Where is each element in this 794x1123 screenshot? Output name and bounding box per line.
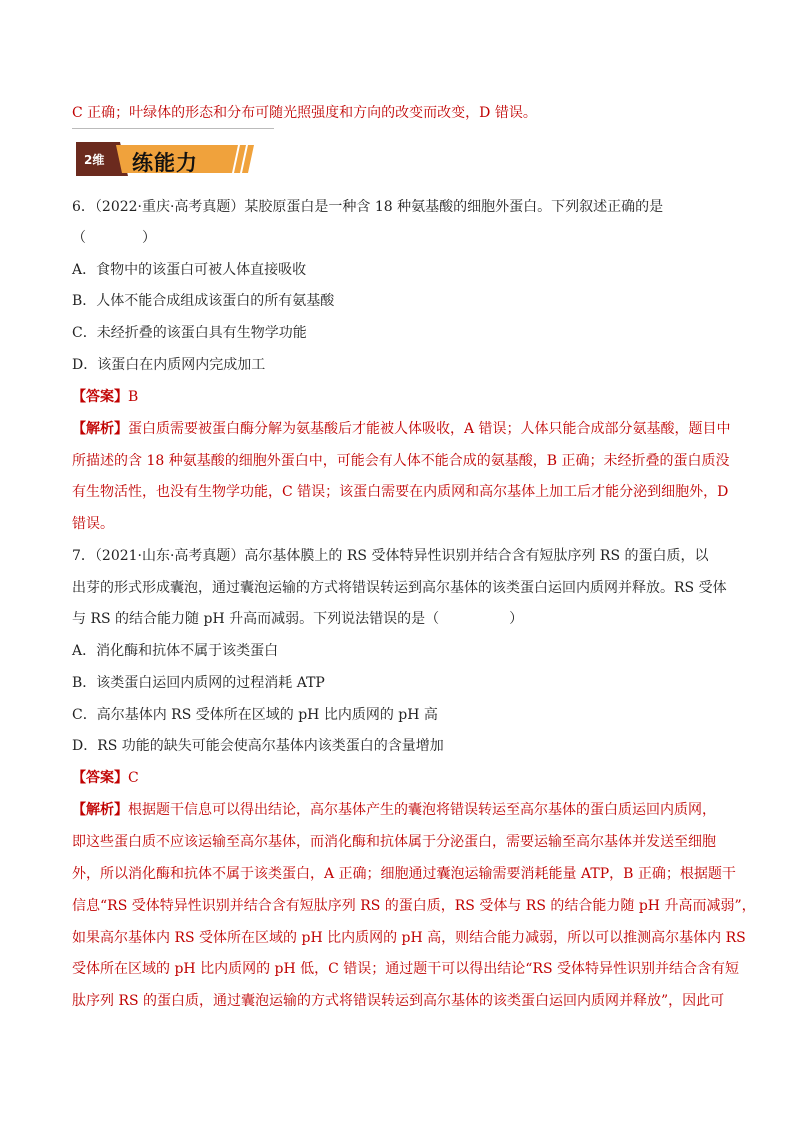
q7-option-d: D．RS 功能的缺失可能会使高尔基体内该类蛋白的含量增加: [72, 738, 444, 754]
q6-answer-value: B: [128, 389, 139, 405]
q7-answer-label: 【答案】: [72, 770, 128, 786]
q7-analysis-text1: 根据题干信息可以得出结论，高尔基体产生的囊泡将错误转运至高尔基体的蛋白质运回内质网，: [128, 802, 716, 818]
q6-option-d: D．该蛋白在内质网内完成加工: [72, 357, 266, 373]
q6-option-a: A．食物中的该蛋白可被人体直接吸收: [72, 262, 307, 278]
q6-stem-line1: 6．（2022·重庆·高考真题）某胶原蛋白是一种含 18 种氨基酸的细胞外蛋白。下列叙述正确的是: [72, 199, 664, 215]
q6-stem-line2: （ ）: [72, 230, 156, 246]
q7-analysis-line3: 外，所以消化酶和抗体不属于该类蛋白，A 正确；细胞通过囊泡运输需要消耗能量 ATP，B 正确；根据题干: [72, 866, 736, 882]
q6-analysis-line1: [72, 420, 731, 438]
q6-analysis-line3: 有生物活性，也没有生物学功能，C 错误；该蛋白需要在内质网和高尔基体上加工后才能分泌到细胞外，D: [72, 484, 729, 500]
q7-stem-line1: 7．（2021·山东·高考真题）高尔基体膜上的 RS 受体特异性识别并结合含有短肽序列 RS 的蛋白质，以: [72, 548, 709, 564]
section-title: 练能力: [132, 151, 198, 175]
q6-analysis-text1: 蛋白质需要被蛋白酶分解为氨基酸后才能被人体吸收，A 错误；人体只能合成部分氨基酸，题目中: [128, 421, 731, 437]
q7-analysis-label: 【解析】: [72, 802, 128, 818]
section-number: 2维: [84, 153, 105, 167]
q7-analysis-line6: 受体所在区域的 pH 比内质网的 pH 低，C 错误；通过题干可以得出结论“RS 受体特异性识别并结合含有短: [72, 961, 740, 977]
q7-analysis-line7: 肽序列 RS 的蛋白质，通过囊泡运输的方式将错误转运到高尔基体的该类蛋白运回内质网并释放”，因此可: [72, 993, 725, 1009]
q7-option-b: B．该类蛋白运回内质网的过程消耗 ATP: [72, 675, 325, 691]
section-banner: [76, 142, 258, 176]
q7-stem-line3: 与 RS 的结合能力随 pH 升高而减弱。下列说法错误的是（ ）: [72, 611, 524, 627]
q6-analysis-label: 【解析】: [72, 421, 128, 437]
q7-answer-value: C: [128, 770, 139, 786]
q6-answer-label: 【答案】: [72, 389, 128, 405]
q6-analysis-line2: 所描述的含 18 种氨基酸的细胞外蛋白中，可能会有人体不能合成的氨基酸，B 正确；未经折叠的蛋白质没: [72, 453, 730, 469]
q7-analysis-line2: 即这些蛋白质不应该运输至高尔基体，而消化酶和抗体属于分泌蛋白，需要运输至高尔基体并发送至细胞: [72, 834, 716, 850]
q6-option-b: B．人体不能合成组成该蛋白的所有氨基酸: [72, 293, 335, 309]
q7-option-c: C．高尔基体内 RS 受体所在区域的 pH 比内质网的 pH 高: [72, 707, 438, 723]
previous-explanation-tail: C 正确；叶绿体的形态和分布可随光照强度和方向的改变而改变，D 错误。: [72, 105, 537, 121]
q7-answer: [72, 769, 139, 787]
q7-analysis-line5: 如果高尔基体内 RS 受体所在区域的 pH 比内质网的 pH 高，则结合能力减弱，所以可以推测高尔基体内 RS: [72, 930, 746, 946]
q6-analysis-line4: 错误。: [72, 516, 114, 532]
q6-answer: [72, 388, 138, 406]
section-divider: [72, 128, 274, 129]
q7-option-a: A．消化酶和抗体不属于该类蛋白: [72, 643, 279, 659]
q7-stem-line2: 出芽的形式形成囊泡，通过囊泡运输的方式将错误转运到高尔基体的该类蛋白运回内质网并释放。RS 受体: [72, 580, 727, 596]
q6-option-c: C．未经折叠的该蛋白具有生物学功能: [72, 325, 307, 341]
q7-analysis-line1: [72, 801, 716, 819]
q7-analysis-line4: 信息“RS 受体特异性识别并结合含有短肽序列 RS 的蛋白质，RS 受体与 RS 的结合能力随 pH 升高而减弱”，: [72, 898, 756, 914]
